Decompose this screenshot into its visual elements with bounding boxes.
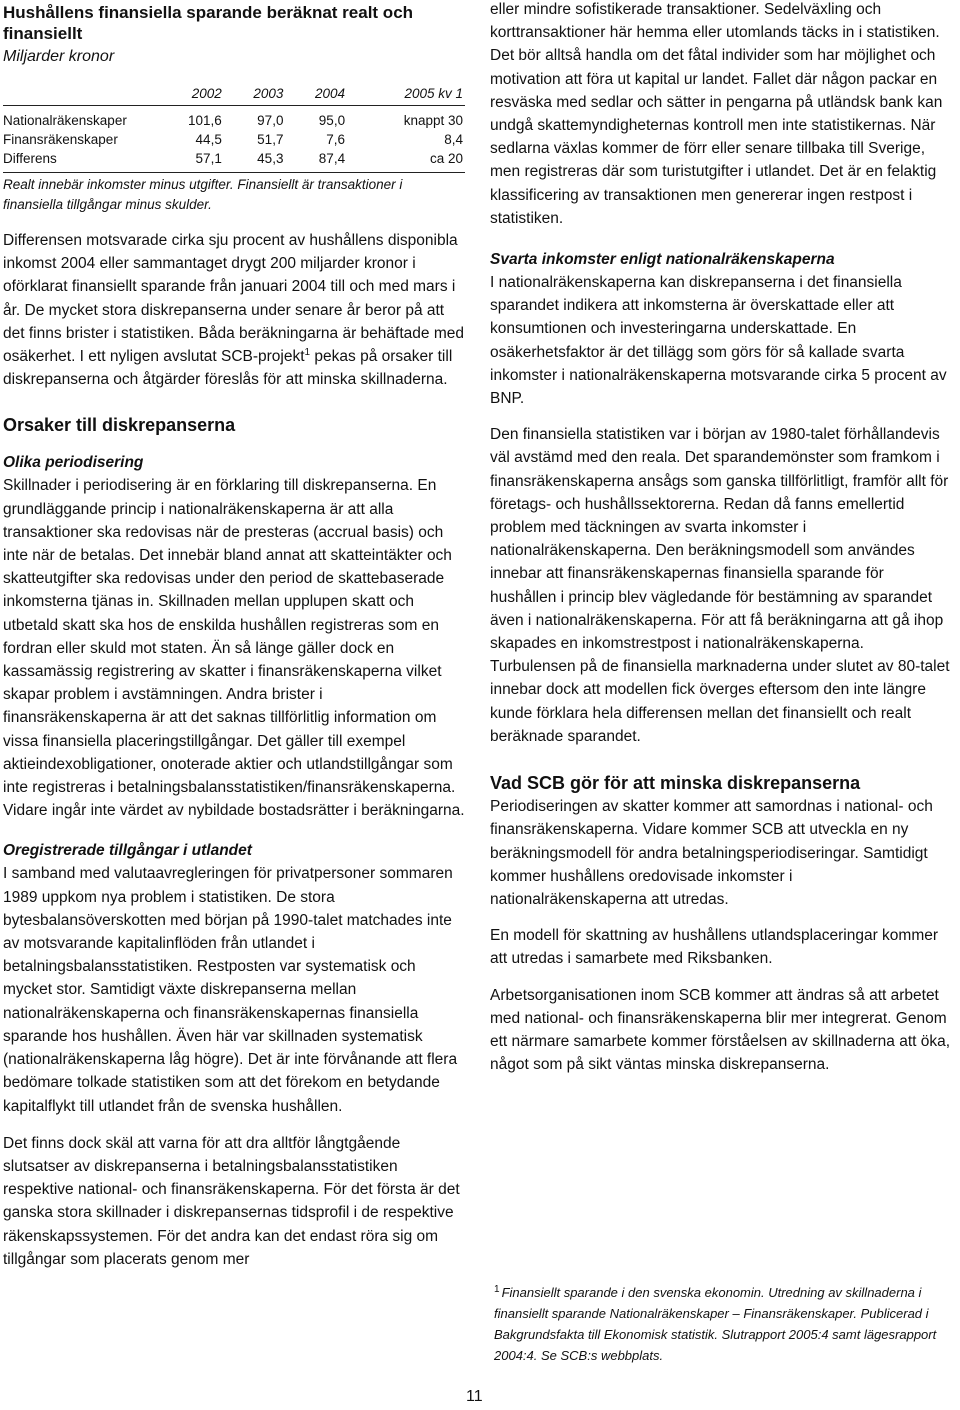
table-cell: 57,1	[195, 151, 222, 166]
body-paragraph: eller mindre sofistikerade transaktioner. Sedelväxling och korttransaktioner här hemma eller utomlands täcks in i statistiken. Det bör alltså handla om det fåtal individer som har möjlighet och motivation att föra ut kapital ur landet. Fallet där någon packar en resväska med sedlar och sätter in pengarna på utländsk bank kan undgå skattemyndigheternas kontroll men inte statistikernas. När sedlarna växlas kommer de förr eller senare tillbaka till Sverige, men registreras där som turistutgifter i utlandet. Det är en felaktig klassificering av transaktionen men genererar ingen restpost i statistiken.	[490, 1, 943, 227]
figure-title: Hushållens finansiella sparande beräknat realt och finansiellt	[3, 3, 414, 43]
table-row	[3, 149, 465, 168]
right-column	[490, 0, 952, 1363]
table-cell: knappt 30	[403, 113, 463, 128]
table-cell: 101,6	[188, 113, 222, 128]
footnote-marker: 1	[304, 346, 311, 358]
table-header-empty	[3, 84, 155, 106]
figure-box	[3, 2, 465, 215]
body-paragraph: Skillnader i periodisering är en förklaring till diskrepanserna. En grundläggande princip i nationalräkenskaperna är att alla transaktioner ska redovisas när de presteras (accrual basis) och inte när de betalas. Det innebär bland annat att skatteintäkter och skatteutgifter ska redovisas under den period de skattebaserade inkomsterna tjänas in. Skillnaden mellan upplupen skatt och utbetald skatt ska hos de enskilda hushållen registreras som en fordran eller skuld mot staten. Än så länge gäller dock en kassamässig registrering av skatter i finansräkenskaperna vilket skapar problem i avstämningen. Andra brister i finansräkenskaperna är att det saknas tillförlitlig information om vissa finansiella placeringstillgångar. Det gäller till exempel aktieindexobligationer, onoterade aktier och utlandstillgångar som inte registreras i betalningsbalansstatistiken/finansräkenskaperna. Vidare ingår inte värdet av nybildade bostadsrätter i beräkningarna.	[3, 477, 465, 820]
table-row-label: Differens	[3, 151, 57, 166]
body-paragraph: I samband med valutaavregleringen för privatpersoner sommaren 1989 uppkom nya problem i statistiken. De stora bytesbalansöverskotten med början på 1990-talet matchades inte av motsvarande kapitalinflöden från utlandet i betalningsbalansstatistiken. Restposten var systematisk och mycket stor. Samtidigt växte diskrepanserna mellan nationalräkenskaperna och finansräkenskapernas finansiella sparande hos hushållen. Även här var skillnaden systematisk (nationalräkenskaperna låg högre). Det är inte förvånande att flera bedömare tolkade statistiken som att det förekom en betydande kapitalflykt till utlandet från de svenska hushållen.	[3, 865, 458, 1115]
table-row-label: Finansräkenskaper	[3, 132, 118, 147]
table-row-label: Nationalräkenskaper	[3, 113, 127, 128]
footnote-number: 1	[494, 1283, 500, 1295]
section-heading: Orsaker till diskrepanserna	[3, 415, 236, 436]
table-row	[3, 106, 465, 131]
table-cell: 87,4	[318, 151, 346, 166]
table-cell: 44,5	[195, 132, 222, 147]
table-header-cell: 2002	[155, 84, 224, 106]
section-heading-scb: Vad SCB gör för att minska diskrepanserna	[490, 773, 861, 794]
intro-paragraph	[3, 229, 465, 391]
table-header-cell: 2003	[224, 84, 286, 106]
table-header-row	[3, 84, 465, 106]
table-cell: 8,4	[444, 132, 463, 147]
subheading-utlandet: Oregistrerade tillgångar i utlandet	[3, 842, 252, 860]
table-cell: 95,0	[318, 113, 346, 128]
footnote-text: Finansiellt sparande i den svenska ekonomin. Utredning av skillnaderna i finansiellt sparande Nationalräkenskaper – Finansräkenskaper. Publicerad i Bakgrundsfakta till Ekonomisk statistik. Slutrapport 2005:4 samt lägesrapport 2004:4. Se SCB:s webbplats.	[494, 1285, 937, 1363]
table-cell: ca 20	[429, 151, 463, 166]
intro-text-b: pekas på orsaker till diskrepanserna och åtgärder föreslås för att minska skillnaderna.	[3, 348, 453, 389]
body-paragraph: Den finansiella statistiken var i början av 1980-talet förhållandevis väl avstämd med den reala. Det sparandemönster som framkom i finansräkenskaperna ansågs som ganska tillförlitligt, framför allt för företags- och hushållssektorerna. Redan då fanns emellertid problem med täckningen av svarta inkomster i nationalräkenskaperna. Den beräkningsmodell som användes innebar att finansräkenskapernas finansiella sparande för hushållen i princip blev vägledande för bestämning av sparandet även i nationalräkenskaperna. För att få beräkningarna att gå ihop skapades en inkomstrestpost i nationalräkenskaperna. Turbulensen på de finansiella marknaderna under slutet av 80-talet innebar dock att modellen fick överges eftersom den inte längre kunde förklara hela differensen mellan det finansiellt och realt beräknade sparandet.	[490, 426, 950, 745]
subheading-periodisering: Olika periodisering	[3, 454, 144, 472]
footnote	[494, 1282, 944, 1366]
body-paragraph: En modell för skattning av hushållens utlandsplaceringar kommer att utredas i samarbete med Riksbanken.	[490, 927, 939, 968]
left-column	[3, 0, 465, 1271]
table-header-cell: 2005 kv 1	[347, 84, 465, 106]
body-paragraph: I nationalräkenskaperna kan diskrepanserna i det finansiella sparandet indikera att inkomsterna är överskattade eller att konsumtionen och investeringarna underskattade. En osäkerhetsfaktor är det tillägg som görs för så kallade svarta inkomster i nationalräkenskaperna motsvarande cirka 5 procent av BNP.	[490, 274, 947, 408]
table-row	[3, 130, 465, 149]
table-cell: 97,0	[257, 113, 284, 128]
table-cell: 7,6	[326, 132, 346, 147]
subheading-svarta-inkomster: Svarta inkomster enligt nationalräkenskaperna	[490, 251, 835, 269]
figure-table	[3, 84, 465, 168]
figure-subtitle: Miljarder kronor	[3, 48, 115, 65]
intro-text-a: Differensen motsvarade cirka sju procent av hushållens disponibla inkomst 2004 eller sammantaget drygt 200 miljarder kronor i oförklarat finansiellt sparande från januari 2004 till och med mars i år. De mycket stora diskrepanserna under senare år beror på att det finns brister i statistiken. Båda beräkningarna är behäftade med osäkerhet. I ett nyligen avslutat SCB-projekt	[3, 232, 464, 366]
table-header-cell: 2004	[285, 84, 347, 106]
body-paragraph: Arbetsorganisationen inom SCB kommer att ändras så att arbetet med national- och finansräkenskaperna blir mer integrerat. Genom ett närmare samarbete kommer förståelsen av skillnaderna att öka, något som på sikt väntas minska diskrepanserna.	[490, 986, 951, 1074]
table-cell: 51,7	[257, 132, 284, 147]
table-cell: 45,3	[257, 151, 284, 166]
page-number: 11	[466, 1388, 483, 1405]
body-paragraph: Periodiseringen av skatter kommer att samordnas i national- och finansräkenskaperna. Vidare kommer SCB att utveckla en ny beräkningsmodell för andra betalningsperiodiseringar. Samtidigt kommer hushållens oredovisade inkomster i nationalräkenskaperna att utredas.	[490, 798, 933, 908]
figure-note: Realt innebär inkomster minus utgifter. Finansiellt är transaktioner i finansiella tillgångar minus skulder.	[3, 172, 465, 215]
body-paragraph: Det finns dock skäl att varna för att dra alltför långtgående slutsatser av diskrepanserna i betalningsbalansstatistiken respektive national- och finansräkenskaperna. För det första är det ganska stora skillnader i diskrepansernas tidsprofil i de respektive räkenskapssystemen. För det andra kan det endast röra sig om tillgångar som placerats genom mer	[3, 1134, 460, 1268]
